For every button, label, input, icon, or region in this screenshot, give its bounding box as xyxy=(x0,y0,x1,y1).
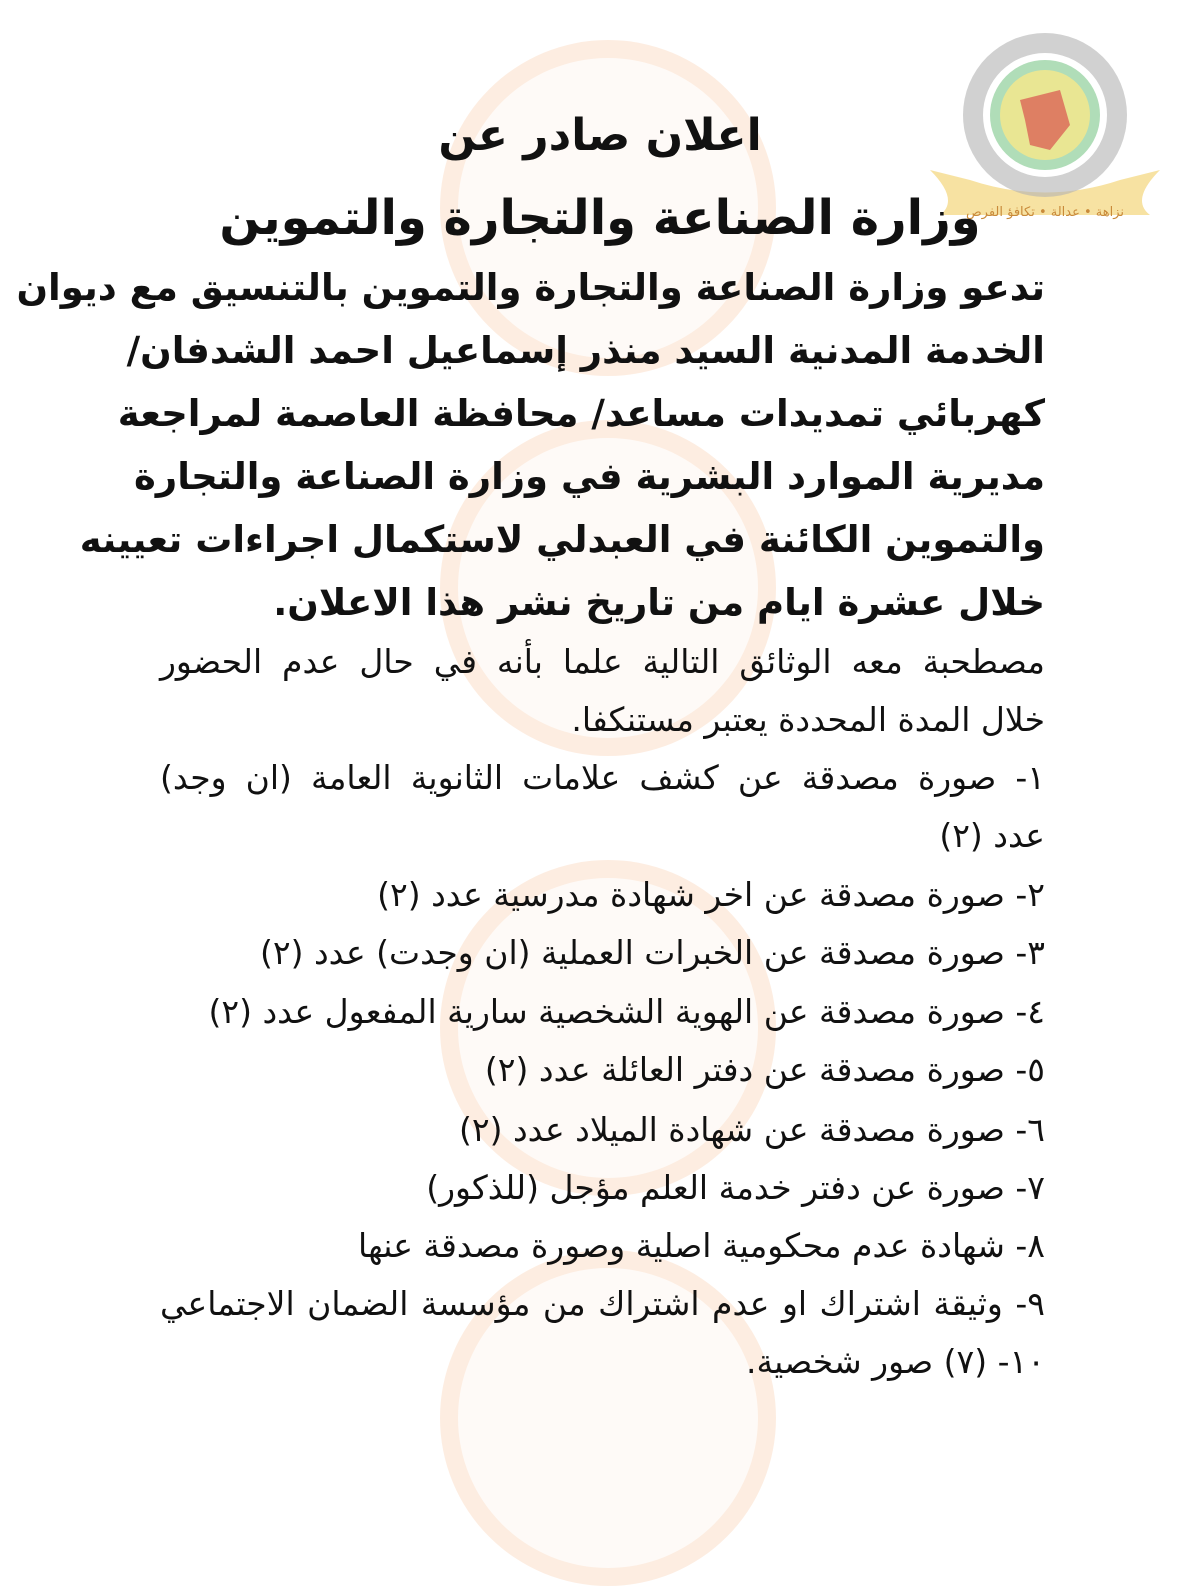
document-item: ٨- شهادة عدم محكومية اصلية وصورة مصدقة عنها xyxy=(358,1226,1045,1265)
document-item: ١- صورة مصدقة عن كشف علامات الثانوية العامة (ان وجد) xyxy=(160,758,1045,797)
document-item: ٤- صورة مصدقة عن الهوية الشخصية سارية المفعول عدد (٢) xyxy=(208,992,1045,1031)
document-item: ٩- وثيقة اشتراك او عدم اشتراك من مؤسسة الضمان الاجتماعي xyxy=(160,1284,1045,1323)
svg-text:نزاهة • عدالة • تكافؤ الفرص: نزاهة • عدالة • تكافؤ الفرص xyxy=(965,205,1125,220)
document-item: ٢- صورة مصدقة عن اخر شهادة مدرسية عدد (٢) xyxy=(377,875,1045,914)
document-item: ٥- صورة مصدقة عن دفتر العائلة عدد (٢) xyxy=(484,1050,1045,1089)
paragraph-line: والتموين الكائنة في العبدلي لاستكمال اجراءات تعيينه xyxy=(79,518,1045,561)
document-item: ١٠- (٧) صور شخصية. xyxy=(745,1342,1045,1381)
paragraph-line: خلال المدة المحددة يعتبر مستنكفا. xyxy=(571,700,1045,739)
paragraph-line: مصطحبة معه الوثائق التالية علما بأنه في حال عدم الحضور xyxy=(160,642,1045,681)
paragraph-line: الخدمة المدنية السيد منذر إسماعيل احمد الشدفان/ xyxy=(126,329,1045,372)
document-item: ٣- صورة مصدقة عن الخبرات العملية (ان وجدت) عدد (٢) xyxy=(259,933,1045,972)
paragraph-line: تدعو وزارة الصناعة والتجارة والتموين بالتنسيق مع ديوان xyxy=(16,266,1045,309)
ministry-name: وزارة الصناعة والتجارة والتموين xyxy=(219,190,981,246)
paragraph-line: مديرية الموارد البشرية في وزارة الصناعة والتجارة xyxy=(134,455,1045,498)
document-item: ٦- صورة مصدقة عن شهادة الميلاد عدد (٢) xyxy=(459,1110,1045,1149)
document-item: عدد (٢) xyxy=(939,816,1045,855)
paragraph-line: خلال عشرة ايام من تاريخ نشر هذا الاعلان. xyxy=(273,581,1045,624)
announcement-heading: اعلان صادر عن xyxy=(438,110,762,161)
paragraph-line: كهربائي تمديدات مساعد/ محافظة العاصمة لمراجعة xyxy=(117,392,1045,435)
document-item: ٧- صورة عن دفتر خدمة العلم مؤجل (للذكور) xyxy=(426,1168,1045,1207)
